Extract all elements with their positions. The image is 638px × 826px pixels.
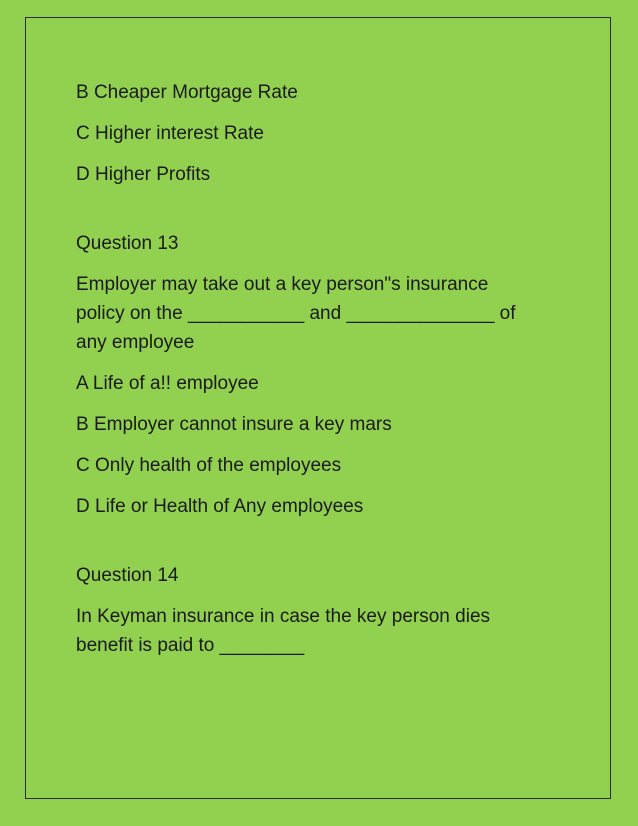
option-d-prev: D Higher Profits <box>76 164 211 185</box>
question-13-prompt <box>76 270 576 357</box>
document-content <box>76 78 576 672</box>
question-13-prompt-line: any employee <box>76 332 195 353</box>
question-13-heading: Question 13 <box>76 233 179 254</box>
question-13-prompt-line: Employer may take out a key person"s insurance <box>76 274 489 295</box>
question-13-prompt-line: policy on the ___________ and ______________ of <box>76 303 516 324</box>
question-14-prompt-line: benefit is paid to ________ <box>76 635 305 656</box>
question-14-prompt-line: In Keyman insurance in case the key person dies <box>76 606 491 627</box>
question-13-option-d: D Life or Health of Any employees <box>76 496 364 517</box>
option-b-prev: B Cheaper Mortgage Rate <box>76 82 298 103</box>
question-13-option-b: B Employer cannot insure a key mars <box>76 414 392 435</box>
question-13-option-c: C Only health of the employees <box>76 455 342 476</box>
question-14-prompt <box>76 602 576 660</box>
question-14-heading: Question 14 <box>76 565 179 586</box>
question-13-option-a: A Life of a!! employee <box>76 373 259 394</box>
spacer <box>76 533 576 561</box>
option-c-prev: C Higher interest Rate <box>76 123 264 144</box>
spacer <box>76 201 576 229</box>
